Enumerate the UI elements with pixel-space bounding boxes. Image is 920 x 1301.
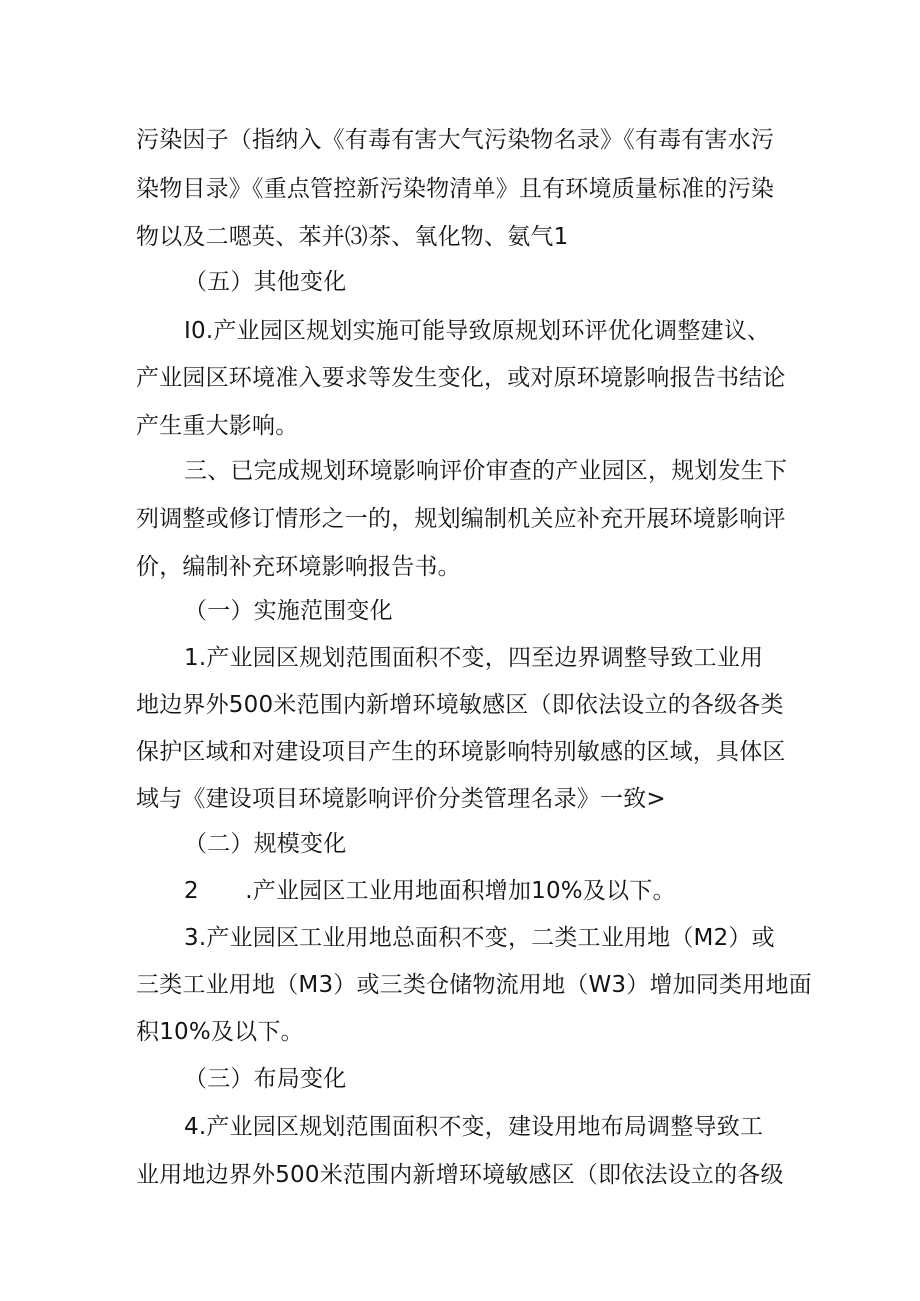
text-line: 染物目录》《重点管控新污染物清单》且有环境质量标准的污染 [136, 176, 775, 202]
text-line: 3.产业园区工业用地总面积不变，二类工业用地（M2）或 [184, 925, 775, 951]
text-line: 4.产业园区规划范围面积不变，建设用地布局调整导致工 [184, 1114, 764, 1140]
text-line: 域与《建设项目环境影响评价分类管理名录》一致> [136, 786, 666, 812]
section-heading: （五）其他变化 [184, 269, 347, 295]
text-line: 价，编制补充环境影响报告书。 [136, 554, 461, 580]
text-line: 1.产业园区规划范围面积不变，四至边界调整导致工业用 [184, 645, 764, 671]
text-line: 保护区域和对建设项目产生的环境影响特别敏感的区域，具体区 [136, 739, 786, 765]
text-line: 产业园区环境准入要求等发生变化，或对原环境影响报告书结论 [136, 365, 786, 391]
section-heading: （一）实施范围变化 [184, 598, 393, 624]
text-line: 2 .产业园区工业用地面积增加10%及以下。 [184, 878, 676, 904]
section-heading: （二）规模变化 [184, 831, 347, 857]
text-line: 积10%及以下。 [136, 1019, 304, 1045]
text-line: 三类工业用地（M3）或三类仓储物流用地（W3）增加同类用地面 [136, 972, 812, 998]
text-line: 业用地边界外500米范围内新增环境敏感区（即依法设立的各级 [136, 1162, 784, 1188]
text-line: 地边界外500米范围内新增环境敏感区（即依法设立的各级各类 [136, 692, 784, 718]
text-line: 列调整或修订情形之一的，规划编制机关应补充开展环境影响评 [136, 506, 786, 532]
text-line: 产生重大影响。 [136, 413, 299, 439]
text-line: 三、已完成规划环境影响评价审查的产业园区，规划发生下 [184, 458, 788, 484]
text-line: 物以及二嗯英、苯并⑶茶、氧化物、氨气1 [136, 224, 569, 250]
section-heading: （三）布局变化 [184, 1066, 347, 1092]
text-line: I0.产业园区规划实施可能导致原规划环评优化调整建议、 [184, 318, 771, 344]
text-line: 污染因子（指纳入《有毒有害大气污染物名录》《有毒有害水污 [136, 127, 775, 153]
